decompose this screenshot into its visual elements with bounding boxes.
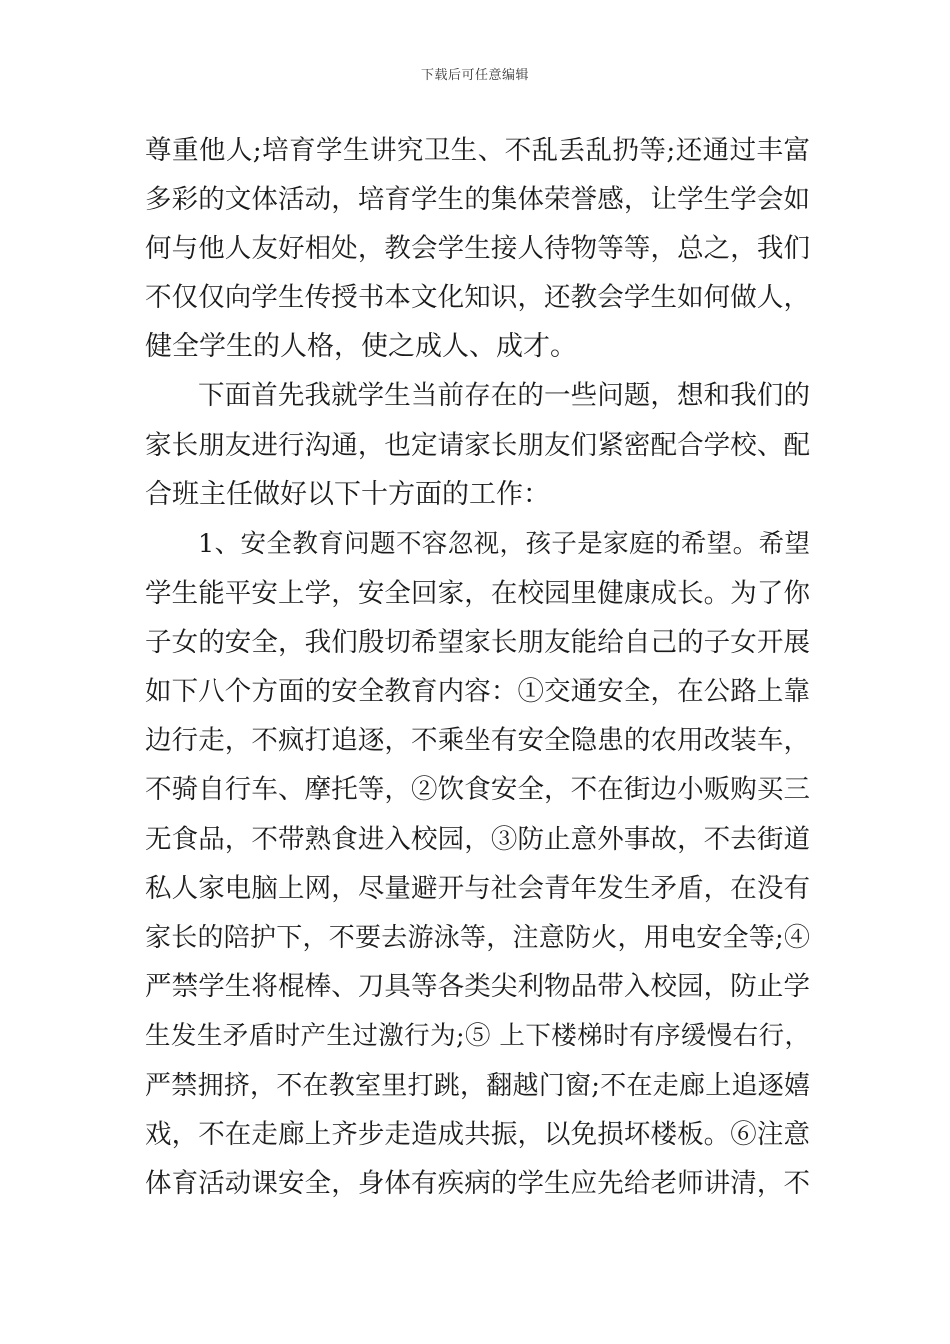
text-line: 下面首先我就学生当前存在的一些问题，想和我们的	[198, 380, 810, 411]
text-line: 无食品，不带熟食进入校园，③防止意外事故，不去街道	[145, 824, 810, 855]
text-line: 子女的安全，我们殷切希望家长朋友能给自己的子女开展	[145, 627, 810, 658]
text-line: 严禁拥挤，不在教室里打跳，翻越门窗;不在走廊上追逐嬉	[145, 1071, 810, 1101]
text-line: 戏，不在走廊上齐步走造成共振，以免损坏楼板。⑥注意	[145, 1119, 810, 1150]
text-line: 家长的陪护下，不要去游泳等，注意防火，用电安全等;④	[145, 923, 810, 953]
text-line: 健全学生的人格，使之成人、成才。	[145, 331, 577, 362]
text-line: 家长朋友进行沟通，也定请家长朋友们紧密配合学校、配	[145, 430, 810, 461]
text-line: 体育活动课安全，身体有疾病的学生应先给老师讲清，不	[145, 1168, 810, 1199]
text-line: 私人家电脑上网，尽量避开与社会青年发生矛盾，在没有	[145, 873, 810, 904]
text-line: 严禁学生将棍棒、刀具等各类尖利物品带入校园，防止学	[145, 971, 810, 1002]
text-line: 何与他人友好相处，教会学生接人待物等等，总之，我们	[145, 233, 810, 264]
text-line: 边行走，不疯打追逐，不乘坐有安全隐患的农用改装车，	[145, 725, 810, 756]
text-line: 尊重他人;培育学生讲究卫生、不乱丢乱扔等;还通过丰富	[145, 135, 810, 166]
text-line: 学生能平安上学，安全回家，在校园里健康成长。为了你	[145, 578, 810, 609]
text-line: 1、安全教育问题不容忽视，孩子是家庭的希望。希望	[198, 529, 810, 559]
page-header: 下载后可任意编辑	[420, 68, 529, 83]
text-line: 不仅仅向学生传授书本文化知识，还教会学生如何做人，	[145, 282, 810, 313]
text-line: 如下八个方面的安全教育内容：①交通安全，在公路上靠	[145, 676, 810, 707]
text-line: 多彩的文体活动，培育学生的集体荣誉感，让学生学会如	[145, 184, 810, 215]
text-line: 合班主任做好以下十方面的工作：	[145, 479, 550, 510]
text-line: 生发生矛盾时产生过激行为;⑤ 上下楼梯时有序缓慢右行，	[145, 1021, 810, 1051]
text-line: 不骑自行车、摩托等，②饮食安全，不在街边小贩购买三	[145, 774, 810, 805]
